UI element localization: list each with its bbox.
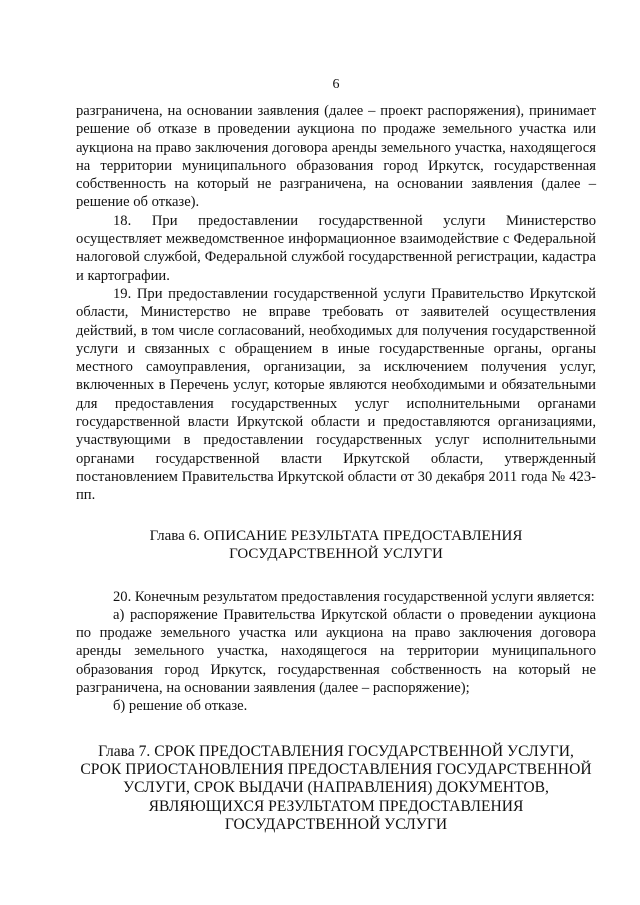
chapter-7-heading-line-3: УСЛУГИ, СРОК ВЫДАЧИ (НАПРАВЛЕНИЯ) ДОКУМЕНТОВ, [123, 779, 549, 797]
paragraph-18: 18. При предоставлении государственной услуги Министерство осуществляет межведомственное информационное взаимодействие с Федеральной налоговой службой, Федеральной службой государственной регистрации, кадастра и картографии. [76, 212, 596, 284]
page-number: 6 [332, 77, 340, 92]
chapter-7-heading-line-5: ГОСУДАРСТВЕННОЙ УСЛУГИ [224, 816, 448, 834]
paragraph-continuation: разграничена, на основании заявления (далее – проект распоряжения), принимает решение об отказе в проведении аукциона по продаже земельного участка или аукциона на право заключения договора аренды земельного участка, находящегося на территории муниципального образования город Иркутск, государственная собственность на который не разграничена, на основании заявления (далее – решение об отказе). [76, 103, 596, 211]
list-item-b: б) решение об отказе. [113, 698, 248, 715]
list-item-a: а) распоряжение Правительства Иркутской области о проведении аукциона по продаже земельного участка или аукциона на право заключения договора аренды земельного участка, находящегося на территории муниципального образования город Иркутск, государственная собственность на который не разграничена, на основании заявления (далее – распоряжение); [76, 606, 596, 697]
chapter-7-heading-line-2: СРОК ПРИОСТАНОВЛЕНИЯ ПРЕДОСТАВЛЕНИЯ ГОСУДАРСТВЕННОЙ [80, 761, 592, 779]
chapter-7-heading-line-4: ЯВЛЯЮЩИХСЯ РЕЗУЛЬТАТОМ ПРЕДОСТАВЛЕНИЯ [148, 797, 524, 815]
document-body [76, 102, 596, 835]
chapter-7-heading [76, 743, 596, 835]
paragraph-19: 19. При предоставлении государственной услуги Правительство Иркутской области, Министерство не вправе требовать от заявителей осуществления действий, в том числе согласований, необходимых для получения государственной услуги и связанных с обращением в иные государственные органы, органы местного самоуправления, организации, за исключением получения услуг, включенных в Перечень услуг, которые являются необходимыми и обязательными для предоставления государственных услуг исполнительными органами государственной власти Иркутской области и предоставляются организациями, участвующими в предоставлении государственных услуг исполнительными органами государственной власти Иркутской области, утвержденный постановлением Правительства Иркутской области от 30 декабря 2011 года № 423-пп. [76, 285, 596, 504]
chapter-7-heading-line-1: Глава 7. СРОК ПРЕДОСТАВЛЕНИЯ ГОСУДАРСТВЕННОЙ УСЛУГИ, [98, 742, 574, 760]
document-page [76, 0, 596, 905]
chapter-6-heading [76, 527, 596, 564]
paragraph-20: 20. Конечным результатом предоставления государственной услуги является: [113, 588, 595, 605]
chapter-6-heading-line-1: Глава 6. ОПИСАНИЕ РЕЗУЛЬТАТА ПРЕДОСТАВЛЕНИЯ [149, 527, 523, 544]
chapter-6-heading-line-2: ГОСУДАРСТВЕННОЙ УСЛУГИ [229, 546, 443, 563]
